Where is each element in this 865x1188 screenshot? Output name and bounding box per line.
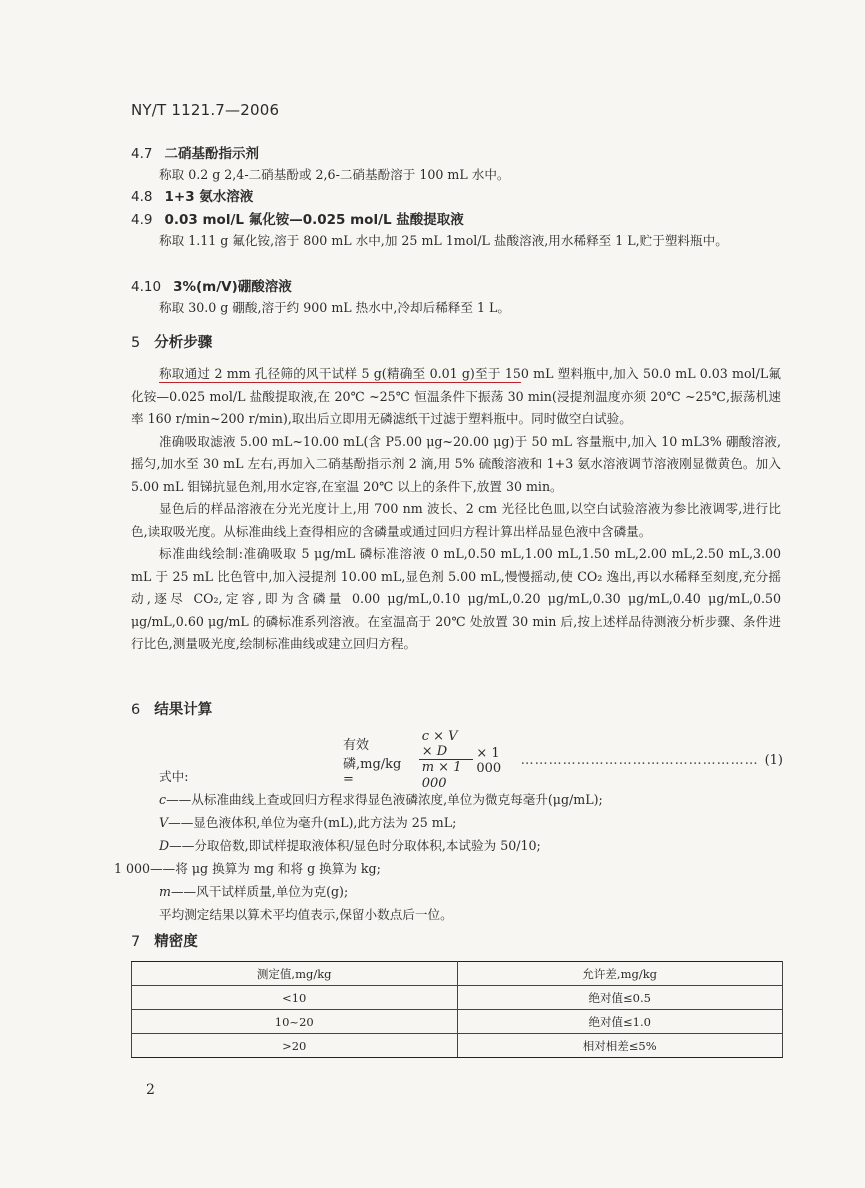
var-symbol: D xyxy=(159,838,170,853)
paragraph: 称取 30.0 g 硼酸,溶于约 900 mL 热水中,冷却后稀释至 1 L。 xyxy=(159,300,510,315)
table-cell: >20 xyxy=(132,1034,458,1058)
paragraph-text: 0 mL 塑料瓶中,加入 50.0 mL 0.03 mol/L氟化铵—0.025 mol/L 盐酸提取液,在 20℃ ~25℃ 恒温条件下振荡 30 min(浸提剂温度亦须 20℃ ~25℃,振荡机速率 160 r/min~200 r/min),取出后立即用无磷滤纸干过滤于塑料瓶中。同时做空白试验。 xyxy=(131,366,782,426)
formula-lhs: 有效磷,mg/kg = xyxy=(343,738,402,787)
section-heading xyxy=(131,187,781,207)
table-header: 测定值,mg/kg xyxy=(132,962,458,986)
section-6 xyxy=(131,700,781,720)
section-title: 0.03 mol/L 氟化铵—0.025 mol/L 盐酸提取液 xyxy=(164,212,464,228)
section-number: 4.8 xyxy=(131,189,153,205)
var-symbol: m xyxy=(159,884,171,899)
var-c xyxy=(131,788,781,811)
paragraph-final: 平均测定结果以算术平均值表示,保留小数点后一位。 xyxy=(159,907,453,922)
section-number: 4.10 xyxy=(131,279,162,295)
standard-code: NY/T 1121.7—2006 xyxy=(131,101,280,119)
var-desc: ——风干试样质量,单位为克(g); xyxy=(170,884,349,899)
section-4-8 xyxy=(131,187,781,207)
paragraph-standard-curve: 标准曲线绘制:准确吸取 5 μg/mL 磷标准溶液 0 mL,0.50 mL,1.00 mL,1.50 mL,2.00 mL,2.50 mL,3.00 mL 于 25 mL 比色管中,加入浸提剂 10.00 mL,显色剂 5.00 mL,慢慢摇动,使 CO₂ 逸出,再以水稀释至刻度,充分摇动,逐尽 CO₂,定容,即为含磷量 0.00 μg/mL,0.10 μg/mL,0.20 μg/mL,0.30 μg/mL,0.40 μg/mL,0.50 μg/mL,0.60 μg/mL 的磷标准系列溶液。在室温高于 20℃ 处放置 30 min 后,按上述样品待测液分析步骤、条件进行比色,测量吸光度,绘制标准曲线或建立回归方程。 xyxy=(131,546,781,651)
table-cell: 绝对值≤0.5 xyxy=(457,986,783,1010)
section-4-7 xyxy=(131,144,781,187)
red-underline-annotation: 称取通过 2 mm 孔径筛的风干试样 5 g(精确至 0.01 g)至于 15 xyxy=(159,366,521,381)
var-symbol: c xyxy=(159,792,167,807)
table-header-row xyxy=(132,962,783,986)
section-number: 4.7 xyxy=(131,146,153,162)
formula-denominator: m × 1 000 xyxy=(421,760,462,791)
table-row xyxy=(132,986,783,1010)
table-cell: 相对相差≤5% xyxy=(457,1034,783,1058)
var-m xyxy=(131,880,781,903)
section-heading xyxy=(131,210,781,230)
page-number: 2 xyxy=(146,1082,155,1098)
section-number: 4.9 xyxy=(131,212,153,228)
table-header: 允许差,mg/kg xyxy=(457,962,783,986)
formula-tail: × 1 000 xyxy=(476,745,502,776)
var-desc: ——显色液体积,单位为毫升(mL),此方法为 25 mL; xyxy=(168,815,457,830)
variable-definitions xyxy=(114,765,781,926)
section-5 xyxy=(131,333,781,656)
var-1000 xyxy=(114,857,781,880)
var-d xyxy=(131,834,781,857)
table-row xyxy=(132,1010,783,1034)
formula-leader-dots: …………………………………………… xyxy=(520,753,759,768)
paragraph: 称取 1.11 g 氟化铵,溶于 800 mL 水中,加 25 mL 1mol/L 盐酸溶液,用水稀释至 1 L,贮于塑料瓶中。 xyxy=(159,233,728,248)
var-desc: ——从标准曲线上查或回归方程求得显色液磷浓度,单位为微克每毫升(μg/mL); xyxy=(166,792,603,807)
section-title: 3%(m/V)硼酸溶液 xyxy=(173,279,292,295)
table-cell: <10 xyxy=(132,986,458,1010)
section-title: 分析步骤 xyxy=(154,335,213,351)
section-heading xyxy=(131,277,781,297)
paragraph-color-development: 准确吸取滤液 5.00 mL~10.00 mL(含 P5.00 μg~20.00 μg)于 50 mL 容量瓶中,加入 10 mL3% 硼酸溶液,摇匀,加水至 30 mL 左右,再加入二硝基酚指示剂 2 滴,用 5% 硫酸溶液和 1+3 氨水溶液调节溶液刚显微黄色。加入 5.00 mL 钼锑抗显色剂,用水定容,在室温 20℃ 以上的条件下,放置 30 min。 xyxy=(131,433,781,494)
section-heading xyxy=(131,700,781,720)
where-label: 式中: xyxy=(159,769,189,784)
section-heading xyxy=(131,144,781,164)
section-number: 6 xyxy=(131,702,141,718)
formula-number: (1) xyxy=(764,753,783,768)
var-symbol: V xyxy=(159,815,169,830)
paragraph-sampling xyxy=(131,363,781,431)
section-title: 二硝基酚指示剂 xyxy=(164,146,259,162)
precision-table xyxy=(131,961,783,1058)
table-cell: 绝对值≤1.0 xyxy=(457,1010,783,1034)
section-4-9 xyxy=(131,210,781,253)
section-title: 精密度 xyxy=(154,934,198,950)
section-number: 7 xyxy=(131,934,141,950)
var-desc: ——分取倍数,即试样提取液体积/显色时分取体积,本试验为 50/10; xyxy=(169,838,541,853)
var-desc: ——将 μg 换算为 mg 和将 g 换算为 kg; xyxy=(150,861,381,876)
table-row xyxy=(132,1034,783,1058)
section-heading xyxy=(131,333,781,353)
section-title: 1+3 氨水溶液 xyxy=(164,189,254,205)
paragraph: 称取 0.2 g 2,4-二硝基酚或 2,6-二硝基酚溶于 100 mL 水中。 xyxy=(159,167,510,182)
section-heading xyxy=(131,932,781,952)
formula-numerator: c × V × D xyxy=(419,729,474,760)
section-4-10 xyxy=(131,277,781,320)
table-cell: 10~20 xyxy=(132,1010,458,1034)
paragraph-measurement: 显色后的样品溶液在分光光度计上,用 700 nm 波长、2 cm 光径比色皿,以空白试验溶液为参比液调零,进行比色,读取吸光度。从标准曲线上查得相应的含磷量或通过回归方程计算出样品显色液中含磷量。 xyxy=(131,501,781,539)
section-title: 结果计算 xyxy=(154,702,213,718)
var-symbol: 1 000 xyxy=(114,861,151,876)
var-v xyxy=(131,811,781,834)
section-7 xyxy=(131,932,781,952)
section-number: 5 xyxy=(131,335,141,351)
